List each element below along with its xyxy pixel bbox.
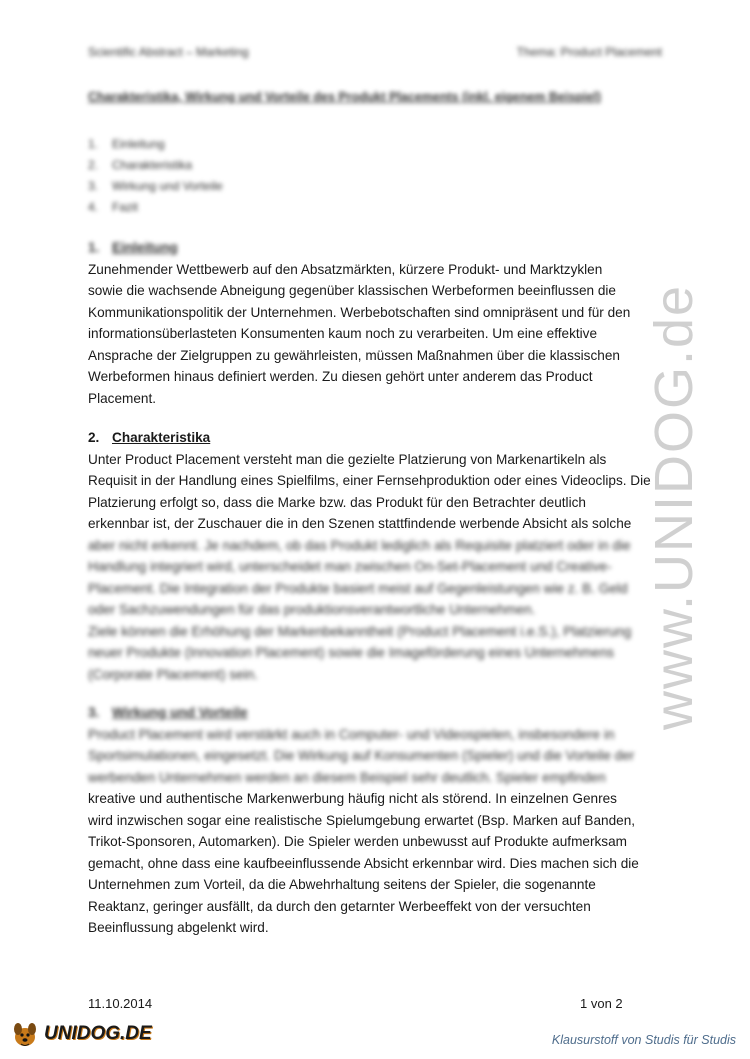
watermark: www.UNIDOG.de (644, 283, 704, 730)
text-line: (Corporate Placement) sein. (88, 666, 258, 682)
text-line: sowie die wachsende Abneigung gegenüber klassischen Werbeformen beeinflussen die (88, 283, 616, 298)
tagline: Klausurstoff von Studis für Studis (551, 1033, 736, 1047)
toc-item: 1. Einleitung (88, 137, 165, 151)
section-heading: 1. Einleitung (88, 240, 178, 255)
unidog-logo[interactable] (10, 1016, 160, 1052)
section-body (88, 259, 666, 410)
text-line: werbenden Unternehmen werden an diesem Beispiel sehr deutlich. Spieler empfinden (88, 769, 606, 785)
text-line: Product Placement wird verstärkt auch in Computer- und Videospielen, insbesondere in (88, 726, 615, 742)
text-line: informationsüberlasteten Konsumenten kaum noch zu verarbeiten. Um eine effektive (88, 326, 598, 341)
footer-date: 11.10.2014 (88, 996, 153, 1011)
text-line: Unter Product Placement versteht man die gezielte Platzierung von Markenartikeln als (88, 451, 607, 467)
text-line: kreative und authentische Markenwerbung häufig nicht als störend. In einzelnen Genres (88, 791, 617, 806)
text-line: neuer Produkte (Innovation Placement) sowie die Imageförderung eines Unternehmens (88, 645, 614, 660)
text-line: Placement. Die Integration der Produkte basiert meist auf Gegenleistungen wie z. B. Geld (88, 580, 628, 596)
text-line: Beeinflussung abgelenkt wird. (88, 920, 269, 935)
section-body (88, 724, 666, 939)
dog-mascot-icon (10, 1019, 40, 1049)
text-line: aber nicht erkennt. Je nachdem, ob das Produkt lediglich als Requisite platziert oder in die (88, 537, 631, 553)
header-left: Scientific Abstract – Marketing (88, 45, 249, 59)
section-body (88, 449, 666, 686)
text-line: Unternehmen zum Vorteil, da die Abwehrhaltung seitens der Spieler, die sogenannte (88, 877, 596, 892)
section-heading: 2. Charakteristika (88, 430, 211, 445)
text-line: Sportsimulationen, eingesetzt. Die Wirkung auf Konsumenten (Spieler) und die Vorteile der (88, 748, 635, 763)
toc-item: 3. Wirkung und Vorteile (88, 179, 223, 193)
text-line: Reaktanz, geringer ausfällt, da durch den getarnter Werbeeffekt von der versuchten (88, 898, 591, 914)
section-wirkung-und-vorteile (88, 702, 666, 939)
toc-item: 4. Fazit (88, 200, 139, 214)
text-line: wird inzwischen sogar eine realistische Spielumgebung erwartet (Bsp. Marken auf Banden, (88, 812, 636, 828)
logo-text: UNIDOG.DE (44, 1023, 152, 1044)
header-right: Thema: Product Placement (516, 45, 662, 59)
text-line: Placement. (88, 390, 157, 406)
section-heading: 3. Wirkung und Vorteile (88, 705, 248, 720)
section-einleitung (88, 237, 666, 409)
text-line: Kommunikationspolitik der Unternehmen. Werbebotschaften sind omnipräsent und für den (88, 304, 631, 320)
text-line: Werbeformen hinaus definiert werden. Zu diesen gehört unter anderem das Product (88, 369, 593, 384)
text-line: Ziele können die Erhöhung der Markenbekanntheit (Product Placement i.e.S.), Platzierung (88, 623, 632, 639)
footer-page-number: 1 von 2 (580, 996, 623, 1011)
text-line: oder Sachzuwendungen für das produktionsverantwortliche Unternehmen. (88, 602, 536, 617)
text-line: gemacht, ohne dass eine kaufbeeinflussende Absicht erkennbar wird. Dies machen sich die (88, 855, 639, 871)
text-line: Requisit in der Handlung eines Spielfilms, einer Fernsehproduktion oder eines Videoclips. Die (88, 473, 651, 488)
text-line: Platzierung erfolgt so, dass die Marke bzw. das Produkt für den Betrachter deutlich (88, 494, 586, 510)
document-title: Charakteristika, Wirkung und Vorteile des Produkt Placements (inkl. eigenem Beispiel) (88, 90, 601, 104)
text-line: Handlung integriert wird, unterscheidet man zwischen On-Set-Placement und Creative- (88, 559, 612, 574)
table-of-contents (88, 134, 223, 218)
section-charakteristika (88, 427, 666, 685)
toc-item: 2. Charakteristika (88, 158, 193, 172)
text-line: Zunehmender Wettbewerb auf den Absatzmärkten, kürzere Produkt- und Marktzyklen (88, 261, 603, 277)
text-line: Ansprache der Zielgruppen zu gewährleisten, müssen Maßnahmen über die klassischen (88, 347, 620, 363)
text-line: erkennbar ist, der Zuschauer die in den Szenen stattfindende werbende Absicht als solche (88, 516, 632, 531)
text-line: Trikot-Sponsoren, Automarken). Die Spieler werden unbewusst auf Produkte aufmerksam (88, 834, 627, 849)
